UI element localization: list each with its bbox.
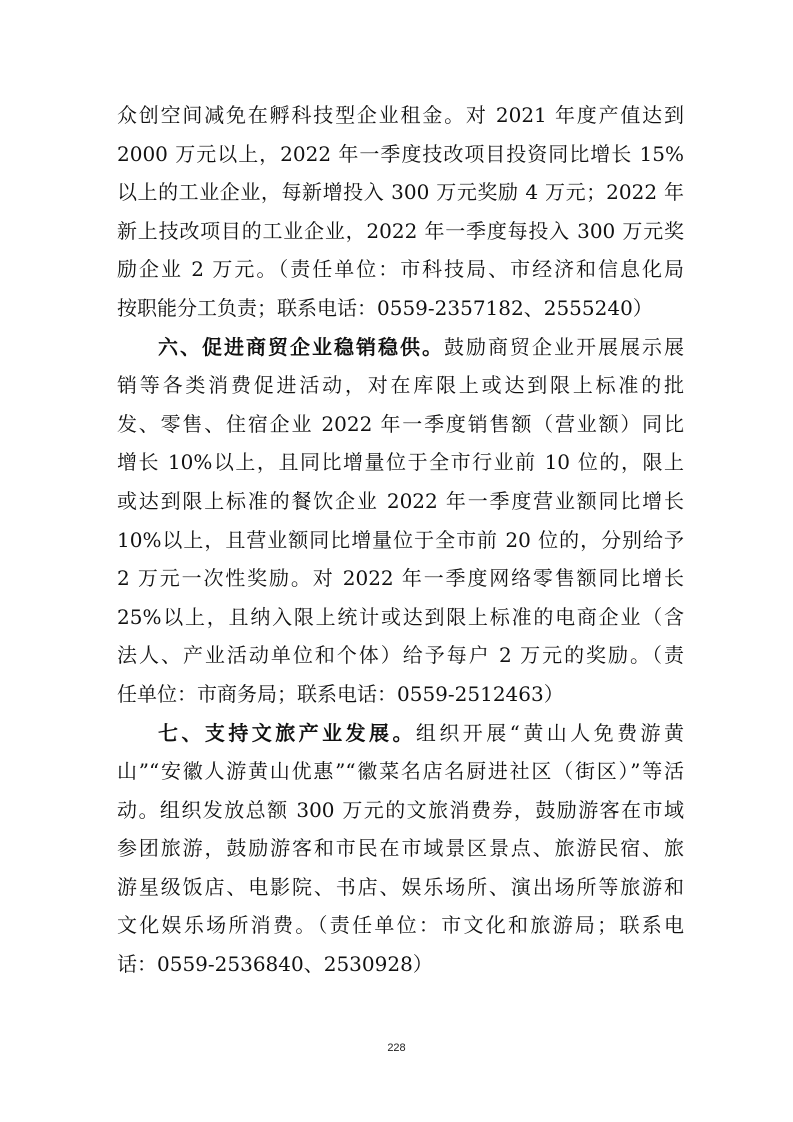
page-number: 228 [387, 1042, 406, 1054]
text-run: 鼓励商贸企业开展展示展 [444, 334, 684, 359]
text-line: 10%以上，且营业额同比增量位于全市前 20 位的，分别给予 [117, 527, 684, 552]
text-line: 任单位：市商务局；联系电话：0559-2512463） [117, 681, 564, 706]
text-line: 销等各类消费促进活动，对在库限上或达到限上标准的批 [117, 373, 684, 398]
section-heading: 六、促进商贸企业稳销稳供。 [158, 334, 444, 359]
text-line: 众创空间减免在孵科技型企业租金。对 2021 年度产值达到 [117, 103, 684, 127]
text-line: 以上的工业企业，每新增投入 300 万元奖励 4 万元；2022 年 [117, 180, 684, 205]
paragraph-section-7 [117, 714, 684, 984]
text-line: 参团旅游，鼓励游客和市民在市域景区景点、旅游民宿、旅 [117, 836, 684, 861]
text-line [117, 328, 684, 367]
text-line: 按职能分工负责；联系电话：0559-2357182、2555240） [117, 295, 653, 320]
text-line: 发、零售、住宿企业 2022 年一季度销售额（营业额）同比 [117, 411, 684, 436]
paragraph-section-6 [117, 328, 684, 714]
paragraph-continuation [117, 96, 684, 328]
text-line: 励企业 2 万元。（责任单位：市科技局、市经济和信息化局 [117, 257, 684, 282]
text-line: 动。组织发放总额 300 万元的文旅消费券，鼓励游客在市域 [117, 797, 684, 822]
text-line: 2 万元一次性奖励。对 2022 年一季度网络零售额同比增长 [117, 566, 684, 591]
body-text [117, 96, 684, 984]
text-line: 话：0559-2536840、2530928） [117, 952, 433, 977]
text-line: 游星级饭店、电影院、书店、娱乐场所、演出场所等旅游和 [117, 874, 684, 899]
text-line [117, 714, 684, 753]
text-line: 25%以上，且纳入限上统计或达到限上标准的电商企业（含 [117, 604, 684, 629]
text-line: 新上技改项目的工业企业，2022 年一季度每投入 300 万元奖 [117, 218, 684, 243]
text-line: 增长 10%以上，且同比增量位于全市行业前 10 位的，限上 [117, 450, 684, 475]
text-line: 2000 万元以上，2022 年一季度技改项目投资同比增长 15% [117, 141, 684, 166]
text-line: 文化娱乐场所消费。（责任单位：市文化和旅游局；联系电 [117, 913, 684, 938]
text-run: 组织开展“黄山人免费游黄 [415, 720, 684, 745]
text-line: 法人、产业活动单位和个体）给予每户 2 万元的奖励。（责 [117, 643, 684, 668]
text-line: 山”“安徽人游黄山优惠”“徽菜名店名厨进社区（街区）”等活 [117, 759, 684, 784]
section-heading: 七、支持文旅产业发展。 [158, 720, 416, 745]
text-line: 或达到限上标准的餐饮企业 2022 年一季度营业额同比增长 [117, 488, 684, 513]
